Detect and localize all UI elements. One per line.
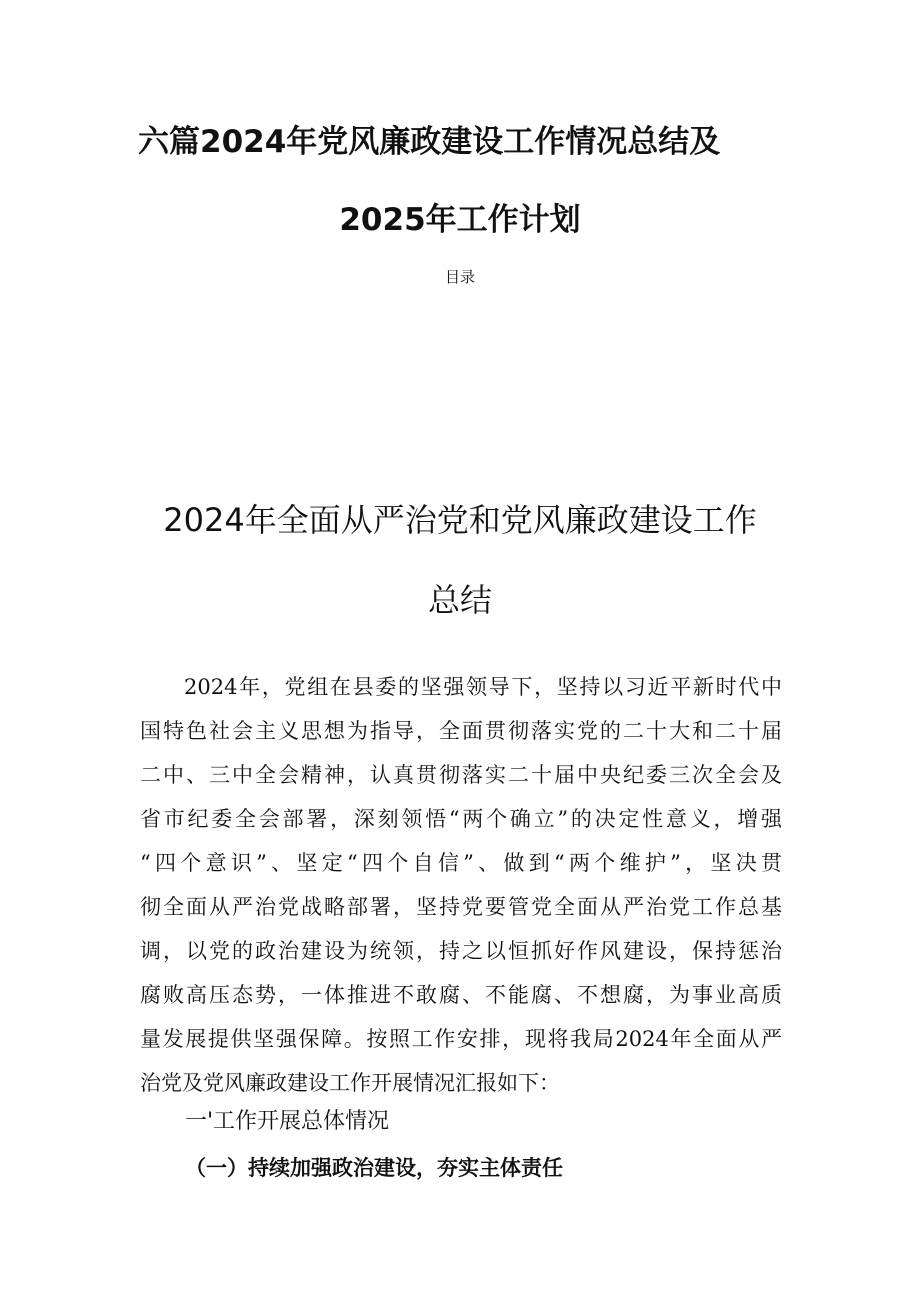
document-title-line-2: 2025年工作计划 bbox=[339, 202, 581, 238]
paragraph-line: 量发展提供坚强保障。按照工作安排，现将我局2024年全面从严 bbox=[140, 1027, 782, 1051]
paragraph-line: 2024年，党组在县委的坚强领导下，坚持以习近平新时代中 bbox=[184, 675, 782, 699]
paragraph-line: 腐败高压态势，一体推进不敢腐、不能腐、不想腐，为事业高质 bbox=[140, 983, 782, 1007]
paragraph-line: 调，以党的政治建设为统领，持之以恒抓好作风建设，保持惩治 bbox=[140, 939, 782, 963]
paragraph-line: 国特色社会主义思想为指导，全面贯彻落实党的二十大和二十届 bbox=[140, 719, 782, 743]
paragraph-line: 治党及党风廉政建设工作开展情况汇报如下： bbox=[140, 1071, 560, 1095]
paragraph-line: 彻全面从严治党战略部署，坚持党要管党全面从严治党工作总基 bbox=[140, 895, 782, 919]
section-title-line-1: 2024年全面从严治党和党风廉政建设工作 bbox=[163, 501, 757, 539]
section-title-line-2: 总结 bbox=[427, 581, 492, 619]
table-of-contents-label: 目录 bbox=[444, 268, 475, 286]
document-title-line-1: 六篇2024年党风廉政建设工作情况总结及 bbox=[138, 124, 721, 160]
paragraph-line: 省市纪委全会部署，深刻领悟“两个确立”的决定性意义，增强 bbox=[140, 807, 782, 831]
paragraph-line: “四个意识”、坚定“四个自信”、做到“两个维护”，坚决贯 bbox=[140, 851, 782, 875]
paragraph-line: 二中、三中全会精神，认真贯彻落实二十届中央纪委三次全会及 bbox=[140, 763, 782, 787]
body-paragraph bbox=[140, 665, 782, 1105]
section-heading-level-2: （一）持续加强政治建设，夯实主体责任 bbox=[185, 1155, 563, 1180]
section-heading-level-1: 一'工作开展总体情况 bbox=[185, 1109, 390, 1134]
